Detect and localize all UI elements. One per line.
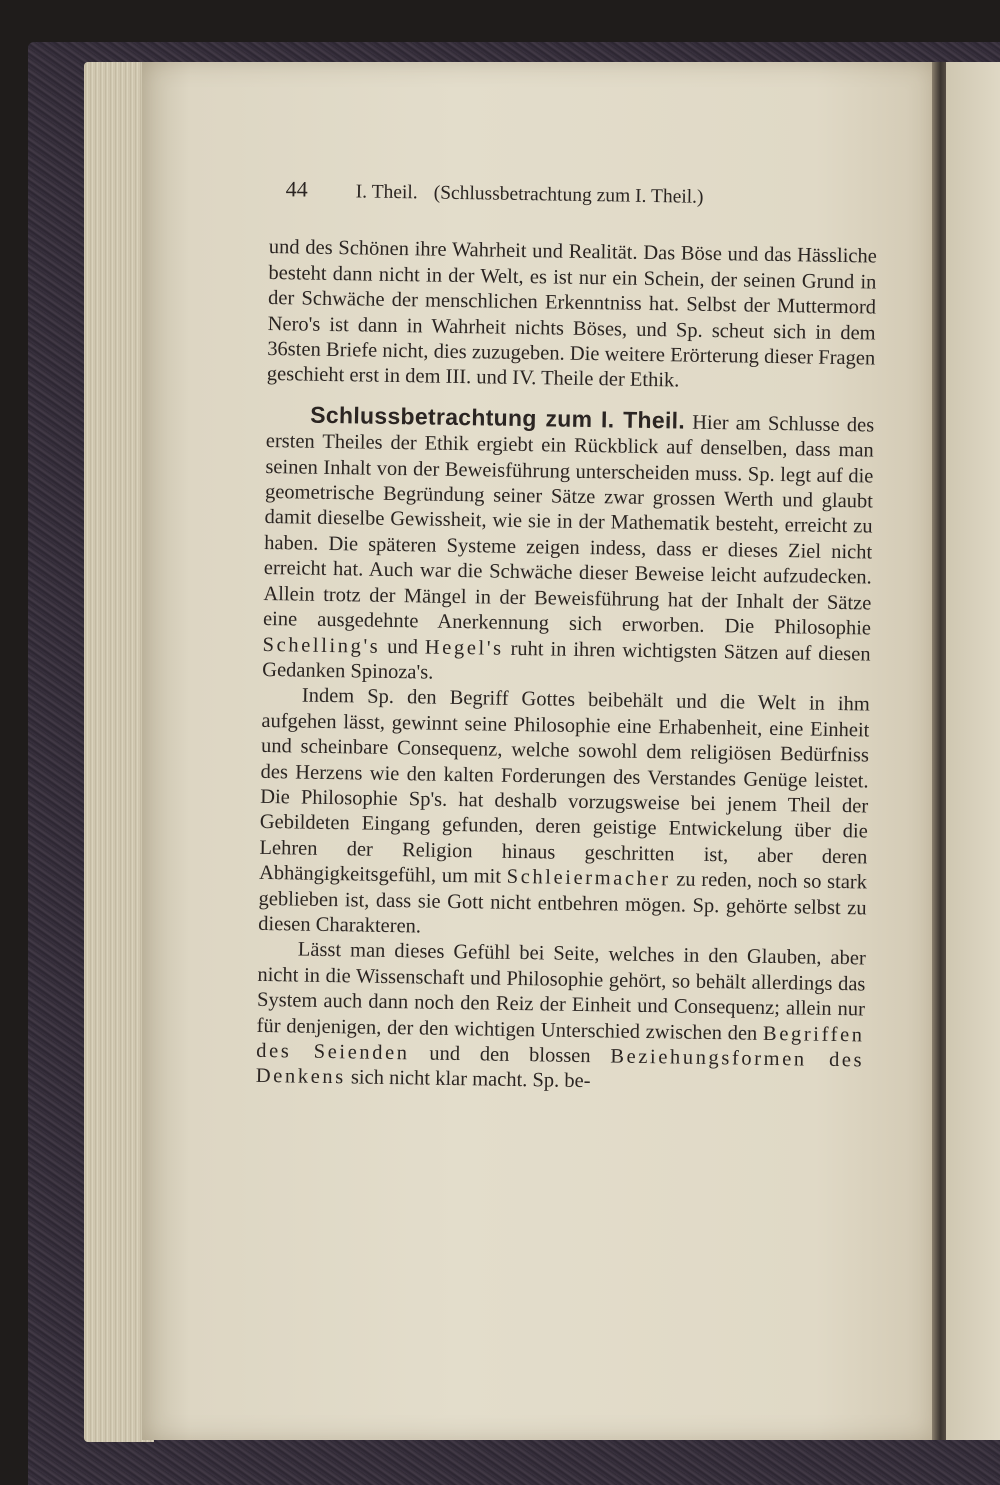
name-hegel: Hegel's (424, 635, 504, 660)
name-schelling: Schelling's (262, 633, 381, 658)
section-heading: Schlussbetrachtung zum I. Theil. (310, 401, 686, 434)
paragraph-continued: und des Schönen ihre Wahrheit und Realität. Das Böse und das Hässliche besteht dann nicht in der Welt, es ist nur ein Schein, der seinen Grund in der Schwäche der menschlichen Erkenntniss hat. Selbst der Muttermord Nero's ist dann in Wahrheit nichts Böses, und Sp. scheut sich in dem 36sten Briefe nicht, dies zuzugeben. Die weitere Erörterung dieser Fragen geschieht erst in dem III. und IV. Theile der Ethik. (266, 236, 877, 392)
book-gutter (932, 62, 946, 1440)
running-head-part: I. Theil. (355, 181, 418, 204)
name-schleiermacher: Schleiermacher (506, 865, 671, 891)
running-head-title: (Schlussbetrachtung zum I. Theil.) (433, 182, 704, 208)
facing-page-edge (946, 62, 1000, 1440)
term-beziehungsformen-des-denkens: Beziehungsformen des Denkens (255, 1045, 865, 1089)
page-number: 44 (285, 176, 308, 202)
section-paragraph-3: Lässt man dieses Gefühl bei Seite, welches in den Glauben, aber nicht in die Wissenschaft und Philosophie gehört, so behält allerdings das System auch dann noch den Reiz der Einheit und Consequenz; allein nur für denjenigen, der den wichtigen Unterschied zwischen den Begriffen des Seienden und den blossen Beziehungsformen des Denkens sich nicht klar macht. Sp. be- (255, 938, 866, 1093)
page-text (256, 176, 878, 1099)
section-paragraph-2: Indem Sp. den Begriff Gottes beibehält und die Welt in ihm aufgehen lässt, gewinnt seine Philosophie eine Erhabenheit, eine Einheit und scheinbare Consequenz, welche sowohl dem religiösen Bedürfniss des Herzens wie den kalten Forderungen des Verstandes Genüge leistet. Die Philosophie Sp's. hat deshalb vorzugsweise bei jenem Theil der Gebildeten Eingang gefunden, deren geistige Entwickelung über die Lehren der Religion hinaus geschritten ist, aber deren Abhängigkeitsgefühl, um mit Schleiermacher zu reden, noch so stark geblieben ist, dass sie Gott nicht entbehren mögen. Sp. gehörte selbst zu diesen Charakteren. (258, 684, 870, 938)
section-paragraph-1: Schlussbetrachtung zum I. Theil. Hier am Schlusse des ersten Theiles der Ethik ergiebt ein Rückblick auf denselben, dass man seinen Inhalt von der Beweisführung unterscheiden muss. Sp. legt auf die geometrische Begründung seiner Sätze zwar grossen Werth und glaubt damit dieselbe Gewissheit, wie sie in der Mathematik besteht, erreicht zu haben. Die späteren Systeme zeigen indess, dass er dieses Ziel nicht erreicht hat. Auch war die Schwäche dieser Beweise leicht aufzudecken. Allein trotz der Mängel in der Beweisführung hat der Inhalt der Sätze eine ausgedehnte Anerkennung sich erworben. Die Philosophie Schelling's und Hegel's ruht in ihren wichtigsten Sätzen auf diesen Gedanken Spinoza's. (262, 401, 875, 684)
term-begriffen-des-seienden: Begriffen des Seienden (256, 1022, 865, 1065)
